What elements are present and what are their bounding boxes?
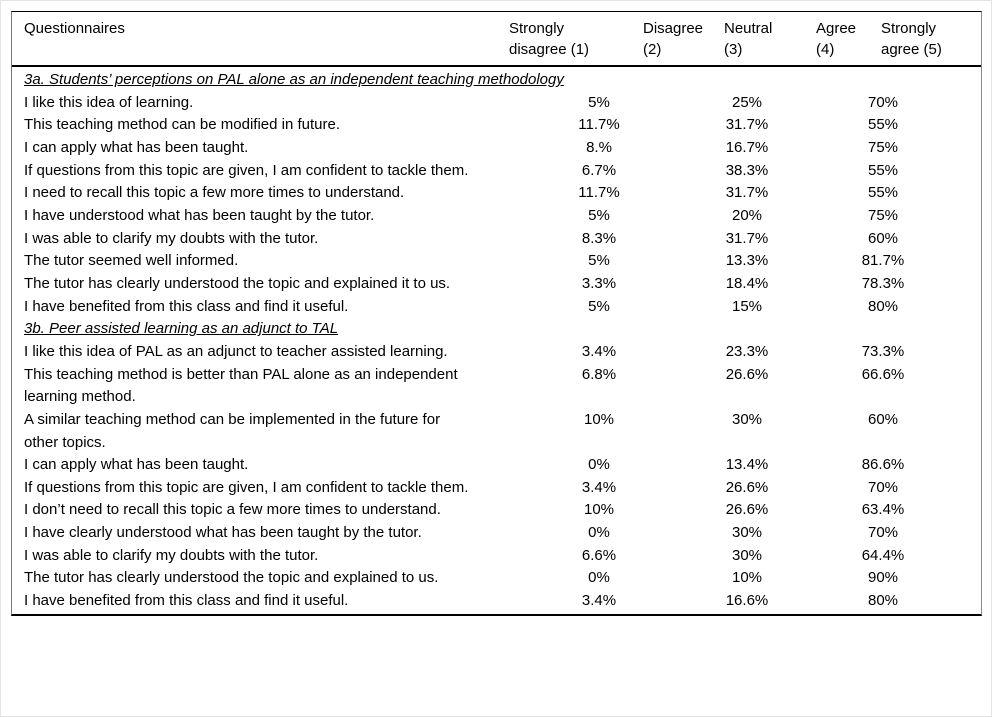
question-cell: I can apply what has been taught. [24,456,249,474]
table-row [12,296,981,319]
value-col-3: 60% [867,229,899,247]
column-header-label: Strongly agree (5) [881,20,942,58]
table-row [12,182,981,205]
value-col-2: 30% [731,410,763,428]
question-cell: I like this idea of PAL as an adjunct to teacher assisted learning. [24,342,448,360]
value-col-3: 73.3% [861,342,905,360]
value-col-1: 5% [588,252,610,270]
value-col-1: 6.8% [581,365,617,383]
value-col-2: 16.6% [725,592,769,610]
value-col-1: 3.3% [581,274,617,292]
value-col-2: 18.4% [725,274,769,292]
value-col-1: 5% [588,297,610,315]
question-cell: This teaching method can be modified in future. [24,116,341,134]
question-cell: I like this idea of learning. [24,93,194,111]
value-col-2: 31.7% [725,116,769,134]
value-col-2: 13.4% [725,456,769,474]
column-header-label: Disagree (2) [643,20,704,58]
question-cell: If questions from this topic are given, I am confident to tackle them. [24,478,469,496]
value-col-3: 63.4% [861,501,905,519]
value-col-3: 70% [867,524,899,542]
question-cell: I have understood what has been taught by the tutor. [24,206,375,224]
question-cell: I have clearly understood what has been taught by the tutor. [24,524,422,542]
table-row [12,567,981,590]
table-row [12,205,981,228]
table-row [12,364,981,409]
value-col-3: 55% [867,161,899,179]
value-col-3: 80% [867,592,899,610]
question-cell: I have benefited from this class and find it useful. [24,592,349,610]
column-header-disagree [643,18,724,60]
value-col-1: 8.% [586,138,612,156]
question-cell: A similar teaching method can be implemented in the future for other topics. [24,410,441,451]
table-row [12,273,981,296]
value-col-3: 66.6% [861,365,905,383]
value-col-1: 6.6% [581,546,617,564]
question-cell: I was able to clarify my doubts with the tutor. [24,546,319,564]
question-cell: I have benefited from this class and find it useful. [24,297,349,315]
table-row [12,477,981,500]
question-cell: I need to recall this topic a few more times to understand. [24,184,405,202]
value-col-2: 31.7% [725,229,769,247]
question-cell: I was able to clarify my doubts with the tutor. [24,229,319,247]
value-col-2: 30% [731,524,763,542]
value-col-1: 8.3% [581,229,617,247]
column-header-agree [816,18,881,60]
table-row [12,137,981,160]
value-col-2: 25% [731,93,763,111]
value-col-1: 3.4% [581,592,617,610]
value-col-3: 70% [867,478,899,496]
value-col-2: 20% [731,206,763,224]
table-row [12,522,981,545]
value-col-1: 10% [583,410,615,428]
column-header-label: Neutral (3) [724,20,773,58]
value-col-1: 3.4% [581,342,617,360]
value-col-3: 55% [867,184,899,202]
table-row [12,409,981,454]
value-col-3: 75% [867,206,899,224]
column-header-label: Strongly disagree (1) [509,20,590,58]
table-row [12,92,981,115]
table-row [12,454,981,477]
table-row [12,499,981,522]
column-header-strongly-disagree [509,18,643,60]
value-col-2: 15% [731,297,763,315]
value-col-3: 70% [867,93,899,111]
value-col-3: 60% [867,410,899,428]
question-cell: This teaching method is better than PAL alone as an independent learning method. [24,365,458,406]
value-col-1: 0% [588,456,610,474]
question-cell: I don’t need to recall this topic a few more times to understand. [24,501,441,519]
column-header-questionnaires: Questionnaires [24,20,125,37]
value-col-3: 86.6% [861,456,905,474]
value-col-3: 55% [867,116,899,134]
table-row [12,545,981,568]
table-body [12,67,981,614]
column-header-neutral [724,18,816,60]
value-col-2: 10% [731,569,763,587]
table-row [12,590,981,613]
value-col-3: 90% [867,569,899,587]
value-col-1: 5% [588,93,610,111]
column-header-strongly-agree [881,18,981,60]
question-cell: The tutor seemed well informed. [24,252,239,270]
value-col-2: 38.3% [725,161,769,179]
table-row [12,341,981,364]
question-cell: I can apply what has been taught. [24,138,249,156]
value-col-2: 30% [731,546,763,564]
table-header-row [12,12,981,67]
table-row [12,228,981,251]
value-col-1: 0% [588,569,610,587]
value-col-2: 26.6% [725,478,769,496]
value-col-3: 75% [867,138,899,156]
value-col-2: 23.3% [725,342,769,360]
question-cell: The tutor has clearly understood the topic and explained it to us. [24,274,451,292]
table-row [12,114,981,137]
section-heading-3b: 3b. Peer assisted learning as an adjunct to TAL [24,320,339,338]
value-col-2: 31.7% [725,184,769,202]
value-col-3: 64.4% [861,546,905,564]
value-col-3: 81.7% [861,252,905,270]
column-header-label: Agree (4) [816,20,857,58]
value-col-2: 13.3% [725,252,769,270]
table-row [12,250,981,273]
value-col-1: 10% [583,501,615,519]
value-col-1: 5% [588,206,610,224]
value-col-1: 11.7% [578,116,620,134]
section-heading-3a: 3a. Students’ perceptions on PAL alone as an independent teaching methodology [24,71,564,88]
questionnaire-results-table [11,11,982,616]
value-col-2: 16.7% [725,138,769,156]
value-col-3: 78.3% [861,274,905,292]
table-row [12,160,981,183]
value-col-1: 6.7% [581,161,617,179]
value-col-1: 3.4% [581,478,617,496]
value-col-3: 80% [867,297,899,315]
value-col-2: 26.6% [725,365,769,383]
value-col-1: 0% [588,524,610,542]
question-cell: If questions from this topic are given, I am confident to tackle them. [24,161,469,179]
value-col-2: 26.6% [725,501,769,519]
question-cell: The tutor has clearly understood the topic and explained to us. [24,569,439,587]
value-col-1: 11.7% [578,184,620,202]
